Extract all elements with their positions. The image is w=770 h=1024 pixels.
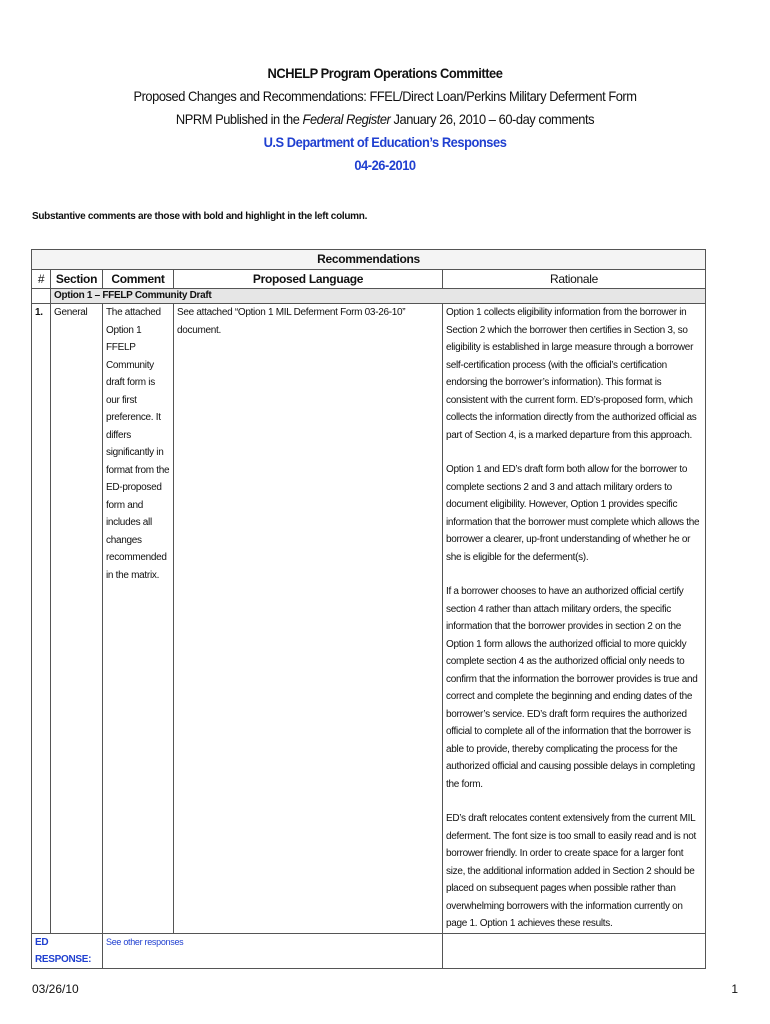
ed-response-label: ED RESPONSE:: [32, 933, 103, 968]
rationale-paragraph-2: Option 1 and ED’s draft form both allow for the borrower to complete sections 2 and 3 and attach military orders to document eligibility. However, Option 1 provides specific information that the borrower must complete which allows the borrower a clearer, up-front understanding of whether he or she is eligible for the deferment(s).: [446, 464, 700, 563]
row-comment: The attached Option 1 FFELP Community draft form is our first preference. It differs significantly in format from the ED-proposed form and includes all changes recommended in the matrix.: [103, 304, 174, 934]
col-num-header: #: [32, 270, 51, 289]
row-rationale: [443, 304, 706, 934]
nprm-prefix: NPRM Published in the: [175, 111, 303, 127]
page-number: 1: [731, 982, 738, 996]
footer-date: 03/26/10: [32, 982, 79, 996]
option-spacer: [32, 289, 51, 304]
table-row: [32, 304, 706, 934]
committee-title: NCHELP Program Operations Committee: [267, 65, 503, 81]
response-date: 04-26-2010: [354, 157, 416, 173]
ed-response-text: See other responses: [103, 933, 443, 968]
row-proposed-language: See attached “Option 1 MIL Deferment Form 03-26-10” document.: [174, 304, 443, 934]
col-section-header: Section: [51, 270, 103, 289]
ed-response-row: [32, 933, 706, 968]
ed-response-empty: [443, 933, 706, 968]
nprm-suffix: January 26, 2010 – 60-day comments: [390, 111, 595, 127]
col-comment-header: Comment: [103, 270, 174, 289]
recommendations-table: [31, 249, 706, 969]
ed-responses-title: U.S Department of Education’s Responses: [263, 134, 507, 150]
option-heading: Option 1 – FFELP Community Draft: [51, 289, 706, 304]
rationale-paragraph-4: ED’s draft relocates content extensively from the current MIL deferment. The font size is too small to easily read and is not borrower friendly. In order to create space for a larger font size, the additional information added in Section 2 should be placed on subsequent pages when possible rather than overwhelming borrowers with the information currently on page 1. Option 1 achieves these results.: [446, 813, 696, 929]
nprm-line: [31, 108, 739, 131]
rationale-paragraph-3: If a borrower chooses to have an authorized official certify section 4 rather than attach military orders, the specific information that the borrower provides in section 2 on the Option 1 form allows the authorized official to more quickly complete section 4 as the authorized official only needs to confirm that the information the borrower provides is true and correct and complete the beginning and ending dates of the borrower’s service. ED’s draft form requires the authorized official to complete all of the information that the borrower is able to provide, thereby complicating the process for the authorized official and causing possible delays in completing the form.: [446, 586, 698, 790]
recommendations-header-row: [32, 250, 706, 270]
rationale-paragraph-1: Option 1 collects eligibility information from the borrower in Section 2 which the borrower then certifies in Section 3, so eligibility is established in large measure through a borrower self-certification process (with the official’s certification endorsing the borrower’s information). This format is consistent with the current form. ED’s-proposed form, which collects the information directly from the authorized official as part of Section 4, is a marked departure from this approach.: [446, 307, 697, 441]
option-heading-row: [32, 289, 706, 304]
document-header: [0, 62, 770, 177]
document-subtitle: Proposed Changes and Recommendations: FFEL/Direct Loan/Perkins Military Deferment Form: [133, 88, 637, 104]
col-rationale-header: Rationale: [443, 270, 706, 289]
col-proposed-header: Proposed Language: [174, 270, 443, 289]
row-section: General: [51, 304, 103, 934]
federal-register: Federal Register: [302, 111, 391, 127]
column-header-row: [32, 270, 706, 289]
substantive-note: Substantive comments are those with bold and highlight in the left column.: [32, 211, 368, 222]
recommendations-label: Recommendations: [32, 250, 706, 270]
row-number: 1.: [32, 304, 51, 934]
